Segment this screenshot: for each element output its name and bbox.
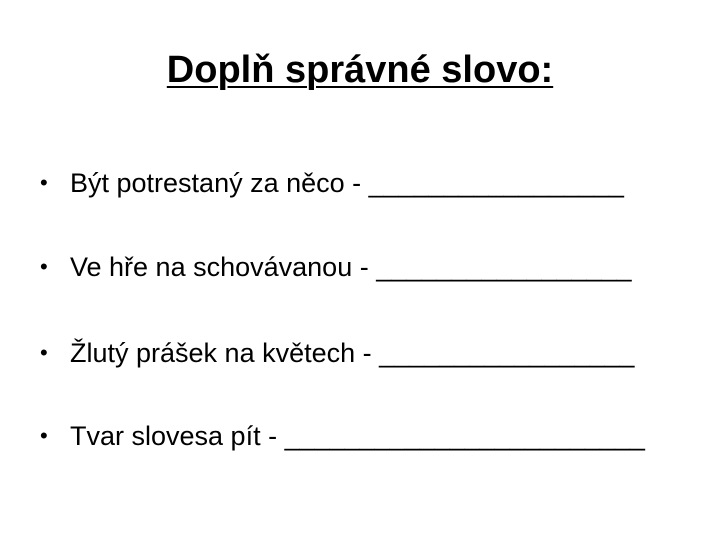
bullet-icon: • — [40, 423, 48, 448]
list-item — [40, 166, 624, 200]
bullet-icon: • — [40, 170, 48, 195]
list-item — [40, 250, 631, 284]
list-item-text: Ve hře na schovávanou - _________________ — [70, 252, 632, 282]
list-item-text: Tvar slovesa pít - ________________________ — [70, 421, 645, 451]
list-item-text: Žlutý prášek na květech - _________________ — [70, 338, 635, 368]
list-item — [40, 419, 645, 453]
bullet-icon: • — [40, 340, 48, 365]
list-item-text: Být potrestaný za něco - _________________ — [70, 168, 624, 198]
list-item — [40, 336, 634, 370]
title-text: Doplň správné slovo: — [166, 49, 554, 91]
bullet-icon: • — [40, 254, 48, 279]
